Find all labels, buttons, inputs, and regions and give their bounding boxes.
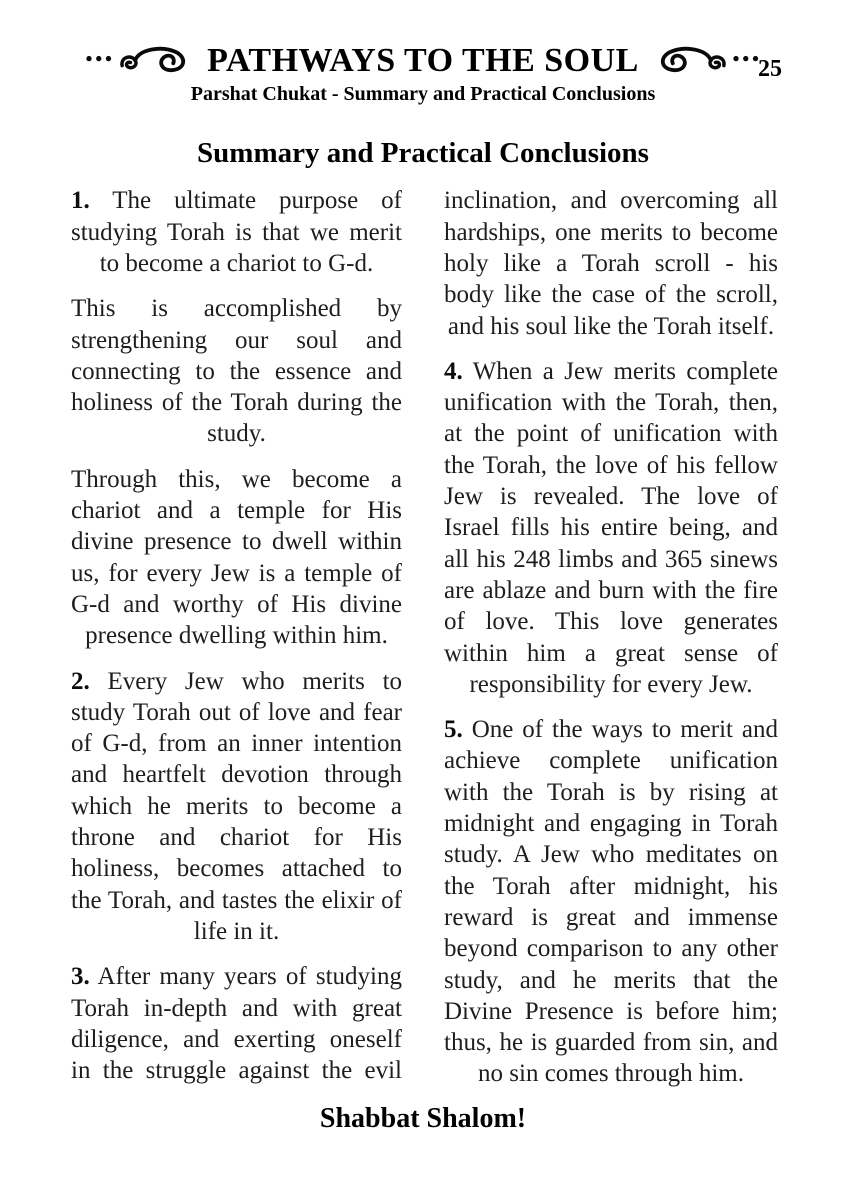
paragraph-text: The ultimate purpose of studying Torah is that we merit to become a chariot to G-d. [71,187,402,277]
paragraph-text: When a Jew merits complete unification with the Torah, then, at the point of unification with the Torah, the love of his fellow Jew is revealed. The love of Israel fills his entire being, and all his 248 limbs and 365 sinews are ablaze and burn with the fire of love. This love generates within him a great sense of responsibility for every Jew. [444,357,778,698]
paragraph-text: This is accomplished by strengthening our soul and connecting to the essence and holiness of the Torah during the study. [71,295,402,448]
page-header [0,0,846,82]
ornament-dots-left: ... [84,33,115,70]
flourish-swirl [646,45,730,77]
flourish-left-icon [84,33,200,77]
paragraph-number: 5. [444,716,463,744]
book-title: PATHWAYS TO THE SOUL [207,42,639,79]
paragraph-number: 1. [71,187,90,215]
paragraph-number: 3. [71,963,90,991]
column-left [71,185,402,1089]
paragraph-5 [444,714,778,1090]
paragraph-text: inclination, and overcoming all hardships, one merits to become holy like a Torah scroll - his body like the case of the scroll, and his soul like the Torah itself. [444,187,778,340]
closing-blessing: Shabbat Shalom! [319,1102,527,1134]
flourish-right-icon [646,33,762,77]
ornament-dots-right: ... [731,33,762,70]
paragraph-3-continued [444,185,778,341]
paragraph-1a [71,293,402,449]
text-columns [0,185,846,1089]
flourish-swirl [116,45,200,77]
paragraph-text: After many years of studying Torah in-depth and with great diligence, and exerting oneself in the struggle against the evil [71,963,402,1085]
paragraph-number: 4. [444,357,463,385]
column-right [444,185,778,1089]
paragraph-2 [71,666,402,948]
paragraph-4 [444,356,778,700]
paragraph-text: One of the ways to merit and achieve complete unification with the Torah is by rising at midnight and engaging in Torah study. A Jew who meditates on the Torah after midnight, his reward is great and immense beyond comparison to any other study, and he merits that the Divine Presence is before him; thus, he is guarded from sin, and no sin comes through him. [444,716,778,1088]
paragraph-1 [71,185,402,279]
paragraph-3 [71,961,402,1086]
parsha-subtitle: Parshat Chukat - Summary and Practical Conclusions [190,83,656,106]
page-number: 25 [758,56,782,82]
paragraph-text: Through this, we become a chariot and a temple for His divine presence to dwell within us, for every Jew is a temple of G-d and worthy of His divine presence dwelling within him. [71,465,402,650]
paragraph-text: Every Jew who merits to study Torah out of love and fear of G-d, from an inner intention and heartfelt devotion through which he merits to become a throne and chariot for His holiness, becomes attached to the Torah, and tastes the elixir of life in it. [71,667,403,945]
section-heading: Summary and Practical Conclusions [197,137,649,170]
paragraph-number: 2. [71,667,90,695]
paragraph-1b [71,464,402,652]
